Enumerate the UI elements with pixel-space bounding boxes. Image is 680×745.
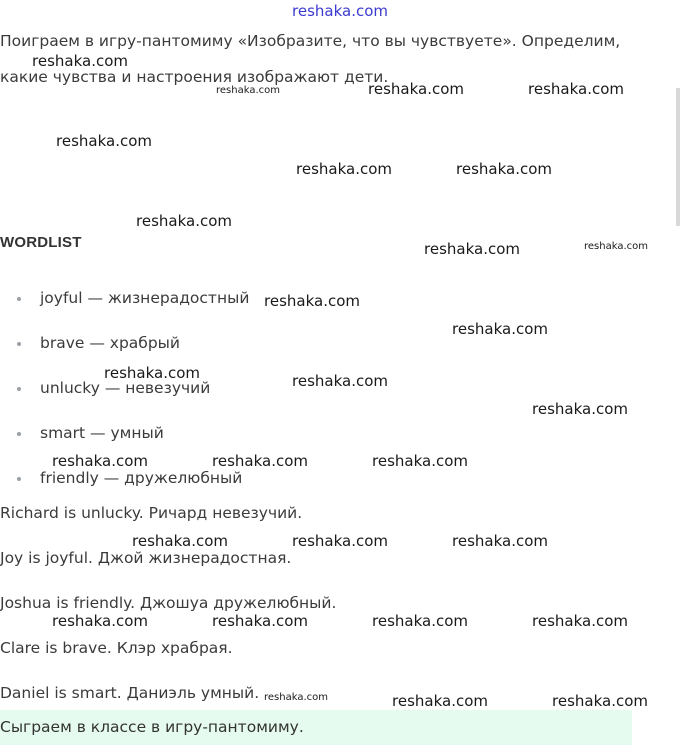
watermark: reshaka.com [56, 132, 152, 150]
wordlist-item: friendly — дружелюбный [40, 469, 243, 487]
watermark: reshaka.com [452, 532, 548, 550]
watermark: reshaka.com [296, 160, 392, 178]
sentence: Daniel is smart. Даниэль умный. [0, 684, 260, 702]
bullet-icon [17, 297, 21, 301]
watermark: reshaka.com [32, 52, 128, 70]
footer-note: Сыграем в классе в игру-пантомиму. [0, 718, 304, 736]
wordlist-item: brave — храбрый [40, 334, 180, 352]
watermark: reshaka.com [552, 692, 648, 710]
wordlist-title: WORDLIST [0, 234, 82, 251]
watermark: reshaka.com [456, 160, 552, 178]
bullet-icon [17, 477, 21, 481]
watermark: reshaka.com [584, 241, 648, 252]
watermark: reshaka.com [264, 692, 328, 703]
watermark: reshaka.com [424, 240, 520, 258]
watermark: reshaka.com [372, 612, 468, 630]
sentence: Clare is brave. Клэр храбрая. [0, 639, 233, 657]
watermark: reshaka.com [532, 612, 628, 630]
watermark: reshaka.com [532, 400, 628, 418]
sentence: Richard is unlucky. Ричард невезучий. [0, 504, 303, 522]
watermark: reshaka.com [292, 372, 388, 390]
watermark: reshaka.com [372, 452, 468, 470]
watermark: reshaka.com [104, 364, 200, 382]
wordlist-item: joyful — жизнерадостный [40, 289, 250, 307]
watermark: reshaka.com [452, 320, 548, 338]
watermark: reshaka.com [132, 532, 228, 550]
watermark: reshaka.com [52, 612, 148, 630]
sentence: Joshua is friendly. Джошуа дружелюбный. [0, 594, 337, 612]
scrollbar[interactable] [676, 88, 680, 226]
watermark: reshaka.com [528, 80, 624, 98]
watermark: reshaka.com [212, 452, 308, 470]
watermark: reshaka.com [264, 292, 360, 310]
wordlist-item: smart — умный [40, 424, 164, 442]
site-header-link[interactable]: reshaka.com [292, 2, 388, 20]
watermark: reshaka.com [136, 212, 232, 230]
bullet-icon [17, 342, 21, 346]
intro-line-2: какие чувства и настроения изображают дети. [0, 68, 389, 86]
watermark: reshaka.com [52, 452, 148, 470]
watermark: reshaka.com [392, 692, 488, 710]
watermark: reshaka.com [212, 612, 308, 630]
watermark: reshaka.com [368, 80, 464, 98]
bullet-icon [17, 432, 21, 436]
wordlist-item: unlucky — невезучий [40, 379, 211, 397]
sentence: Joy is joyful. Джой жизнерадостная. [0, 549, 292, 567]
watermark: reshaka.com [292, 532, 388, 550]
bullet-icon [17, 387, 21, 391]
intro-line-1: Поиграем в игру-пантомиму «Изобразите, что вы чувствуете». Определим, [0, 32, 621, 50]
watermark: reshaka.com [216, 85, 280, 96]
